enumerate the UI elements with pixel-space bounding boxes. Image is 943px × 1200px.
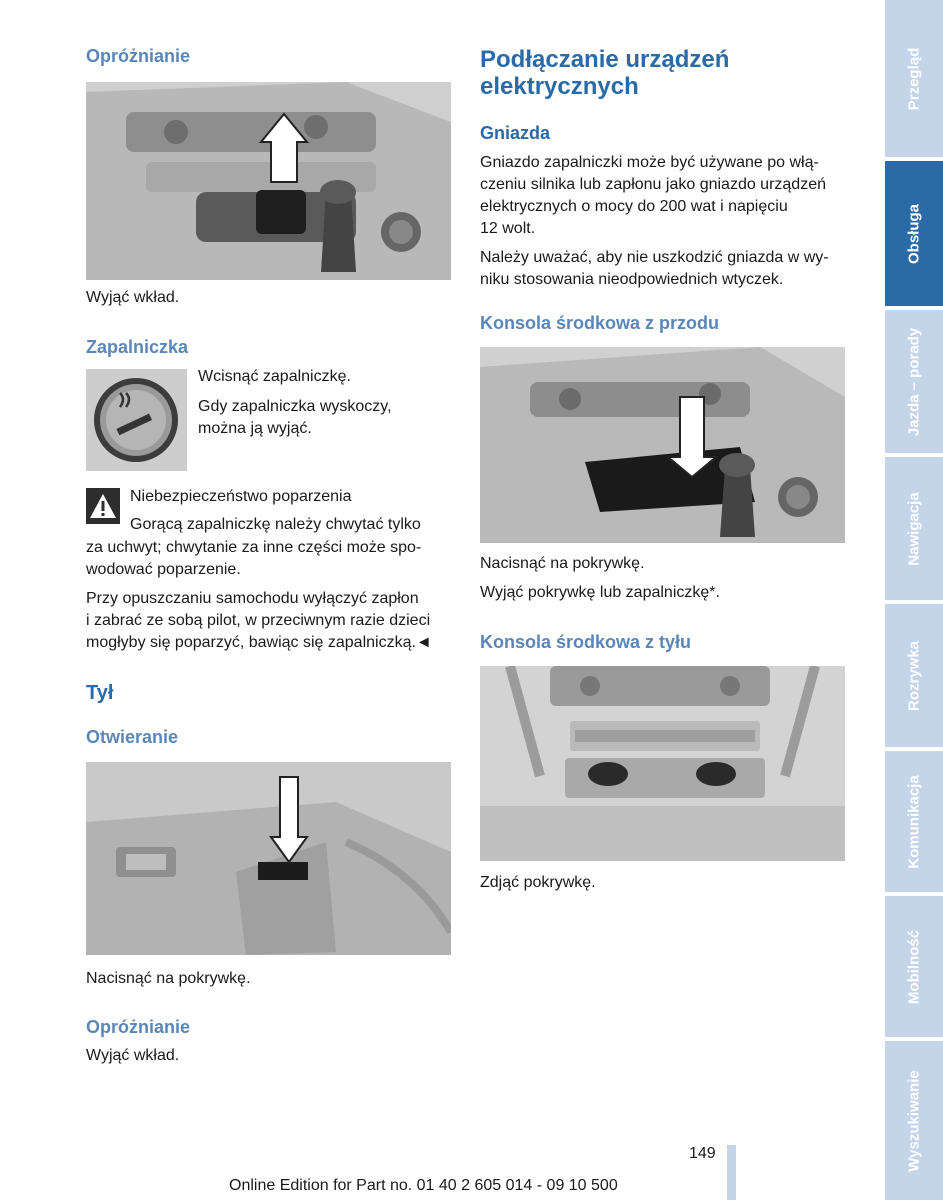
caption-press-lid-right: Nacisnąć na pokrywkę. bbox=[480, 555, 645, 572]
heading-opening: Otwieranie bbox=[86, 727, 179, 747]
caption-remove-lid-or-lighter: Wyjąć pokrywkę lub zapalniczkę*. bbox=[480, 584, 720, 601]
para-line-3: mogłyby się poparzyć, bawiąc się zapalniczką.◄ bbox=[86, 634, 432, 651]
heading-emptying-2: Opróżnianie bbox=[86, 1017, 191, 1037]
sockets-line-2: czeniu silnika lub zapłonu jako gniazdo urządzeń bbox=[480, 176, 826, 193]
page-marker-bar bbox=[727, 1145, 736, 1200]
photo-door-ashtray bbox=[86, 762, 451, 955]
tab-communication[interactable] bbox=[885, 751, 943, 892]
sockets-line-1: Gniazdo zapalniczki może być używane po włą- bbox=[480, 154, 819, 171]
console-illustration bbox=[86, 82, 451, 280]
photo-front-console-socket bbox=[480, 347, 845, 543]
tab-search-label: Wyszukiwanie bbox=[905, 1069, 923, 1172]
lighter-step-1: Wcisnąć zapalniczkę. bbox=[198, 368, 351, 385]
tab-navigation-label: Nawigacja bbox=[905, 491, 923, 566]
tab-overview-label: Przegląd bbox=[905, 47, 923, 110]
tab-entertainment[interactable] bbox=[885, 604, 943, 747]
sockets-line-4: 12 wolt. bbox=[480, 220, 536, 237]
sockets-line-3: elektrycznych o mocy do 200 wat i napięciu bbox=[480, 198, 788, 215]
heading-connect-line-1: Podłączanie urządzeń bbox=[480, 46, 730, 73]
tab-driving-tips[interactable] bbox=[885, 310, 943, 453]
para-line-1: Przy opuszczaniu samochodu wyłączyć zapłon bbox=[86, 590, 419, 607]
para-line-2: i zabrać ze sobą pilot, w przeciwnym razie dzieci bbox=[86, 612, 431, 629]
cigarette-lighter-icon bbox=[86, 369, 187, 471]
tab-overview[interactable] bbox=[885, 0, 943, 157]
tab-mobility-label: Mobilność bbox=[905, 929, 923, 1004]
warning-line-1: Gorącą zapalniczkę należy chwytać tylko bbox=[130, 516, 421, 533]
heading-front-console: Konsola środkowa z przodu bbox=[480, 313, 720, 333]
caption-remove-insert-2: Wyjąć wkład. bbox=[86, 1047, 180, 1064]
heading-emptying-1: Opróżnianie bbox=[86, 46, 191, 66]
tab-search[interactable] bbox=[885, 1041, 943, 1200]
tab-mobility[interactable] bbox=[885, 896, 943, 1037]
photo-front-console-ashtray bbox=[86, 82, 451, 280]
heading-rear-console: Konsola środkowa z tyłu bbox=[480, 632, 692, 652]
heading-sockets: Gniazda bbox=[480, 123, 551, 143]
warning-line-2: za uchwyt; chwytanie za inne części może spo- bbox=[86, 539, 422, 556]
tab-entertainment-label: Rozrywka bbox=[905, 640, 923, 711]
lighter-step-2a: Gdy zapalniczka wyskoczy, bbox=[198, 398, 392, 415]
tab-operation-label: Obsługa bbox=[905, 203, 923, 264]
heading-rear: Tył bbox=[86, 682, 114, 704]
tab-navigation[interactable] bbox=[885, 457, 943, 600]
warning-triangle-icon bbox=[86, 488, 120, 524]
tab-driving-tips-label: Jazda – porady bbox=[905, 327, 923, 436]
lighter-step-2b: można ją wyjąć. bbox=[198, 420, 312, 437]
caption-press-lid-left: Nacisnąć na pokrywkę. bbox=[86, 970, 251, 987]
caption-remove-lid: Zdjąć pokrywkę. bbox=[480, 874, 596, 891]
caption-remove-insert-1: Wyjąć wkład. bbox=[86, 289, 180, 306]
page-number: 149 bbox=[689, 1145, 716, 1162]
front-console-illustration bbox=[480, 347, 845, 543]
edition-footer: Online Edition for Part no. 01 40 2 605 014 - 09 10 500 bbox=[229, 1177, 618, 1194]
door-illustration bbox=[86, 762, 451, 955]
warning-title: Niebezpieczeństwo poparzenia bbox=[130, 488, 352, 505]
lighter-image bbox=[86, 369, 187, 471]
heading-lighter: Zapalniczka bbox=[86, 337, 189, 357]
tab-communication-label: Komunikacja bbox=[905, 774, 923, 869]
sockets-line-5: Należy uważać, aby nie uszkodzić gniazda w wy- bbox=[480, 249, 829, 266]
heading-connect-line-2: elektrycznych bbox=[480, 73, 639, 100]
photo-rear-console bbox=[480, 666, 845, 861]
tab-operation[interactable] bbox=[885, 161, 943, 306]
warning-line-3: wodować poparzenie. bbox=[86, 561, 241, 578]
rear-console-illustration bbox=[480, 666, 845, 861]
sockets-line-6: niku stosowania nieodpowiednich wtyczek. bbox=[480, 271, 784, 288]
